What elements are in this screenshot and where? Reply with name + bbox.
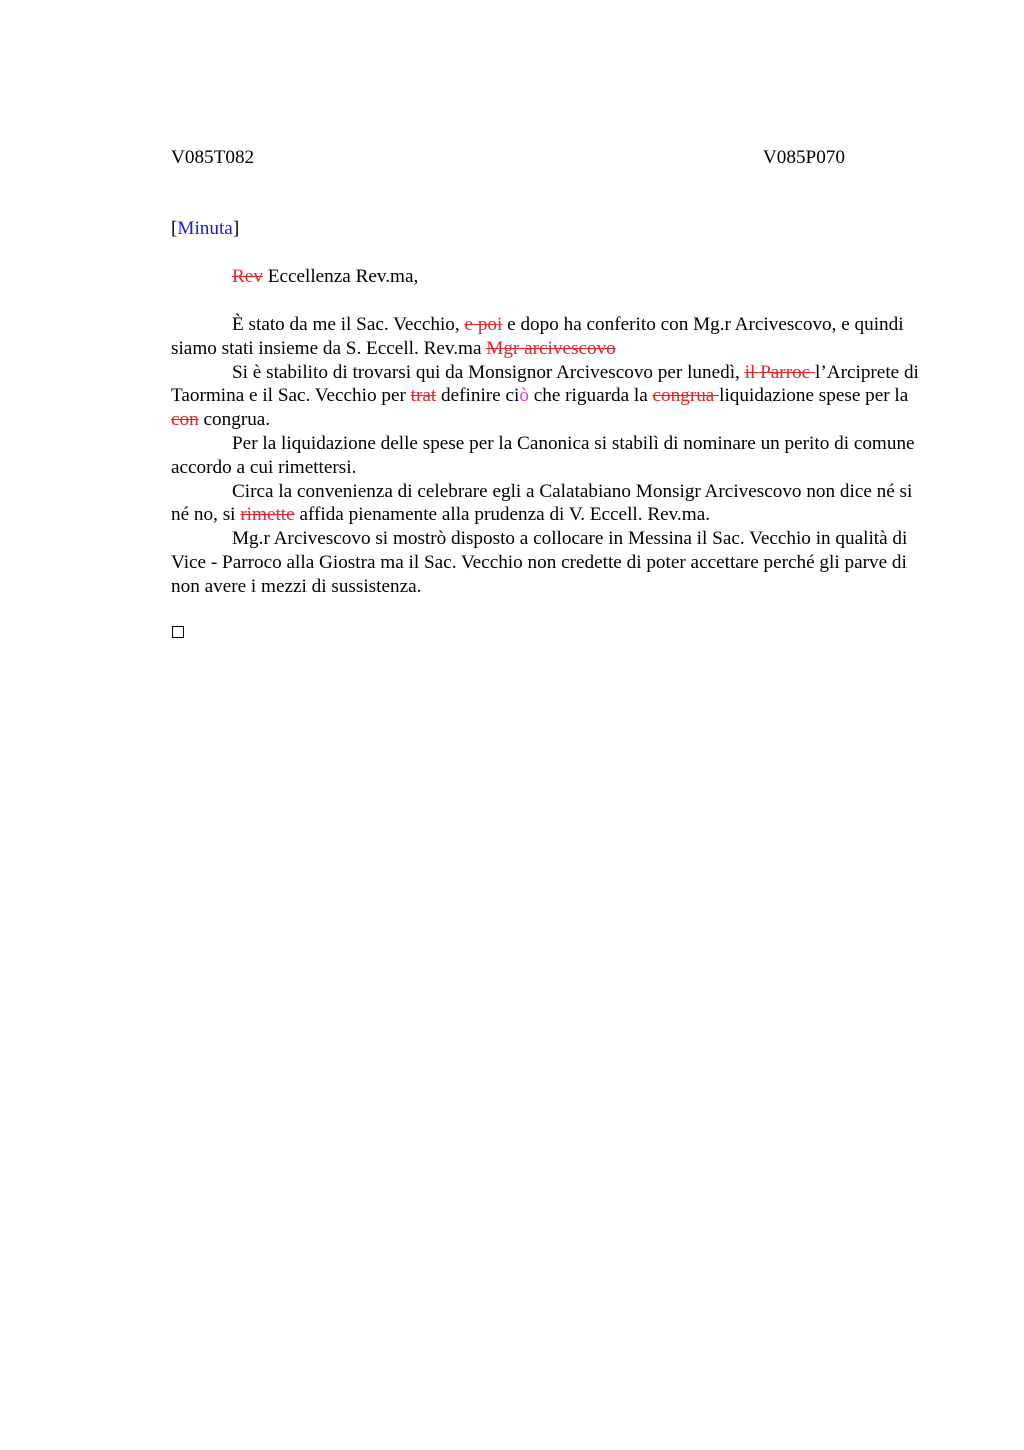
document-code-right: V085P070	[762, 147, 845, 168]
deleted-text: e poi	[464, 314, 503, 335]
text-segment: e dopo ha conferito con Mg.r Arcivescovo, e quindi siamo stati insieme da S. Eccell. Rev.ma	[171, 314, 904, 359]
text-segment: affida pienamente alla prudenza di V. Eccell. Rev.ma.	[294, 504, 711, 526]
text-segment: liquidazione spese per la	[719, 385, 909, 407]
text-segment: Mg.r Arcivescovo si mostrò disposto a collocare in Messina il Sac. Vecchio in qualità di Vice - Parroco alla Giostra ma il Sac. Vecchio non credette di poter accettare perché gli parve di non avere i mezzi di sussistenza.	[171, 528, 908, 597]
text-segment: congrua.	[198, 409, 271, 431]
letter-paragraph	[171, 313, 926, 361]
text-segment: Per la liquidazione delle spese per la Canonica si stabilì di nominare un perito di comune accordo a cui rimettersi.	[171, 432, 915, 478]
text-segment: Si è stabilito di trovarsi qui da Monsignor Arcivescovo per lunedì,	[232, 361, 745, 383]
label-close-bracket: ]	[232, 218, 240, 239]
letter-paragraph	[171, 432, 926, 480]
text-segment: definire ci	[436, 385, 520, 407]
deleted-text: Mgr arcivescovo	[486, 337, 616, 359]
letter-paragraph	[171, 480, 926, 528]
salutation	[232, 266, 418, 288]
deleted-text: rimette	[240, 504, 295, 526]
text-segment: È stato da me il Sac. Vecchio,	[232, 314, 465, 335]
salutation-text: Eccellenza Rev.ma,	[262, 266, 419, 287]
letter-paragraph	[171, 527, 926, 598]
letter-paragraph	[171, 361, 926, 432]
document-type-label	[171, 218, 239, 240]
text-segment: l’Arciprete di Taormina e il Sac. Vecchio per	[171, 361, 919, 407]
deleted-text: trat	[410, 385, 437, 407]
label-open-bracket: [	[171, 218, 178, 239]
highlighted-character: ò	[519, 385, 529, 407]
document-code-left: V085T082	[171, 147, 255, 168]
deleted-text: il Parroc	[744, 361, 815, 383]
label-text: Minuta	[177, 218, 233, 239]
end-of-document-box	[172, 626, 184, 638]
text-segment: Circa la convenienza di celebrare egli a Calatabiano Monsigr Arcivescovo non dice né si né no, si	[171, 480, 913, 526]
salutation-deleted-word: Rev	[232, 266, 263, 287]
deleted-text: congrua	[652, 385, 720, 407]
text-segment: che riguarda la	[528, 385, 653, 407]
deleted-text: con	[171, 409, 199, 431]
letter-body	[171, 313, 926, 599]
